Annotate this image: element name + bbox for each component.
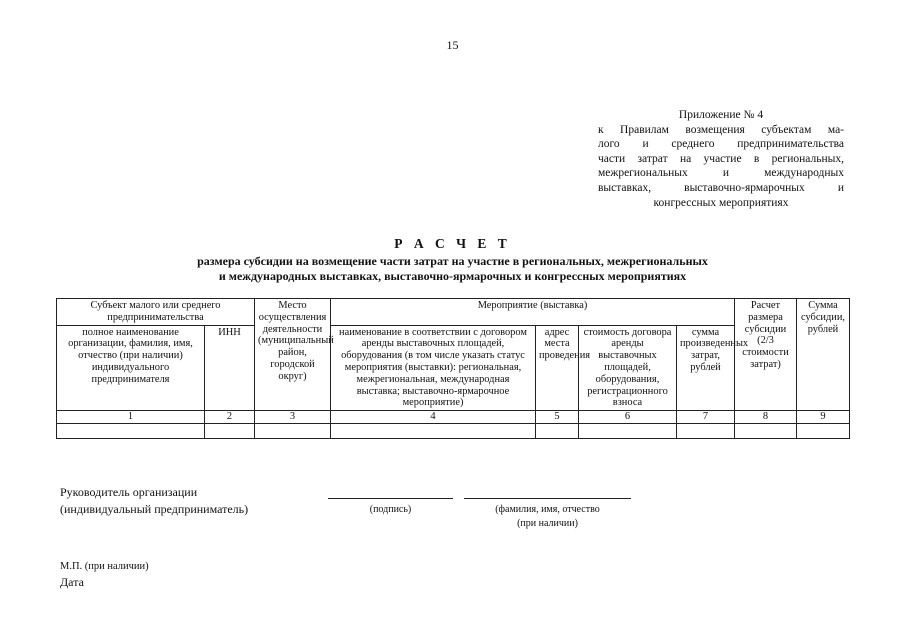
signatory-role-line: Руководитель организации <box>60 485 198 499</box>
column-number-row <box>57 411 850 424</box>
column-number: 3 <box>255 411 331 424</box>
document-subtitle-line: размера субсидии на возмещение части затрат на участие в региональных, межрегиональных <box>197 254 708 268</box>
table-cell <box>579 424 677 439</box>
column-number: 1 <box>57 411 205 424</box>
header-event-group: Мероприятие (выставка) <box>331 299 735 326</box>
signature-line <box>328 498 453 499</box>
column-number: 6 <box>579 411 677 424</box>
header-calculation: Расчет размера субсидии (2/3 стоимости затрат) <box>735 299 797 411</box>
date-label: Дата <box>60 575 84 589</box>
signature-caption: (подпись) <box>369 504 412 515</box>
column-number: 4 <box>331 411 536 424</box>
header-cost: стоимость договора аренды выставочных площадей, оборудования, регистрационного взноса <box>579 325 677 411</box>
appendix-title: Приложение № 4 <box>678 109 764 121</box>
table-cell <box>797 424 850 439</box>
table-cell <box>255 424 331 439</box>
document-subtitle-line: и международных выставках, выставочно-ярмарочных и конгрессных мероприятиях <box>218 269 687 283</box>
document-heading <box>0 236 905 284</box>
appendix-block <box>598 108 844 210</box>
appendix-line: конгрессных мероприятиях <box>653 196 789 209</box>
header-expenses: сумма произведенных затрат, рублей <box>677 325 735 411</box>
column-number: 2 <box>205 411 255 424</box>
column-number: 5 <box>536 411 579 424</box>
table-cell <box>677 424 735 439</box>
header-subject-group: Субъект малого или среднего предпринимательства <box>57 299 255 326</box>
document-title: Р А С Ч Е Т <box>394 236 511 251</box>
column-number: 7 <box>677 411 735 424</box>
header-location: Место осуществления деятельности (муниципальный район, городской округ) <box>255 299 331 411</box>
table-cell <box>735 424 797 439</box>
column-number: 8 <box>735 411 797 424</box>
column-number: 9 <box>797 411 850 424</box>
table-cell <box>205 424 255 439</box>
header-subsidy-sum: Сумма субсидии, рублей <box>797 299 850 411</box>
header-inn: ИНН <box>205 325 255 411</box>
appendix-line: выставках, выставочно-ярмарочных и <box>598 181 844 194</box>
header-address: адрес места проведения <box>536 325 579 411</box>
calculation-table <box>56 298 850 439</box>
page-number: 15 <box>446 38 459 52</box>
name-caption: (фамилия, имя, отчество <box>495 504 600 515</box>
appendix-line: лого и среднего предпринимательства <box>598 138 844 151</box>
appendix-line: части затрат на участие в региональных, <box>598 152 844 165</box>
appendix-line: к Правилам возмещения субъектам ма- <box>598 123 844 136</box>
name-caption: (при наличии) <box>517 518 578 529</box>
signatory-role-line: (индивидуальный предприниматель) <box>60 502 249 516</box>
header-full-name: полное наименование организации, фамилия, имя, отчество (при наличии) индивидуального предпринимателя <box>57 325 205 411</box>
table-cell <box>536 424 579 439</box>
header-event-name: наименование в соответствии с договором аренды выставочных площадей, оборудования (в том числе указать статус мероприятия (выставки): региональная, межрегиональная, международная выставка; выставочно-ярмарочное мероприятие) <box>331 325 536 411</box>
table-cell <box>331 424 536 439</box>
stamp-label: М.П. (при наличии) <box>60 561 149 572</box>
appendix-line: межрегиональных и международных <box>598 167 844 180</box>
name-line <box>464 498 631 499</box>
table-row <box>57 424 850 439</box>
table-cell <box>57 424 205 439</box>
